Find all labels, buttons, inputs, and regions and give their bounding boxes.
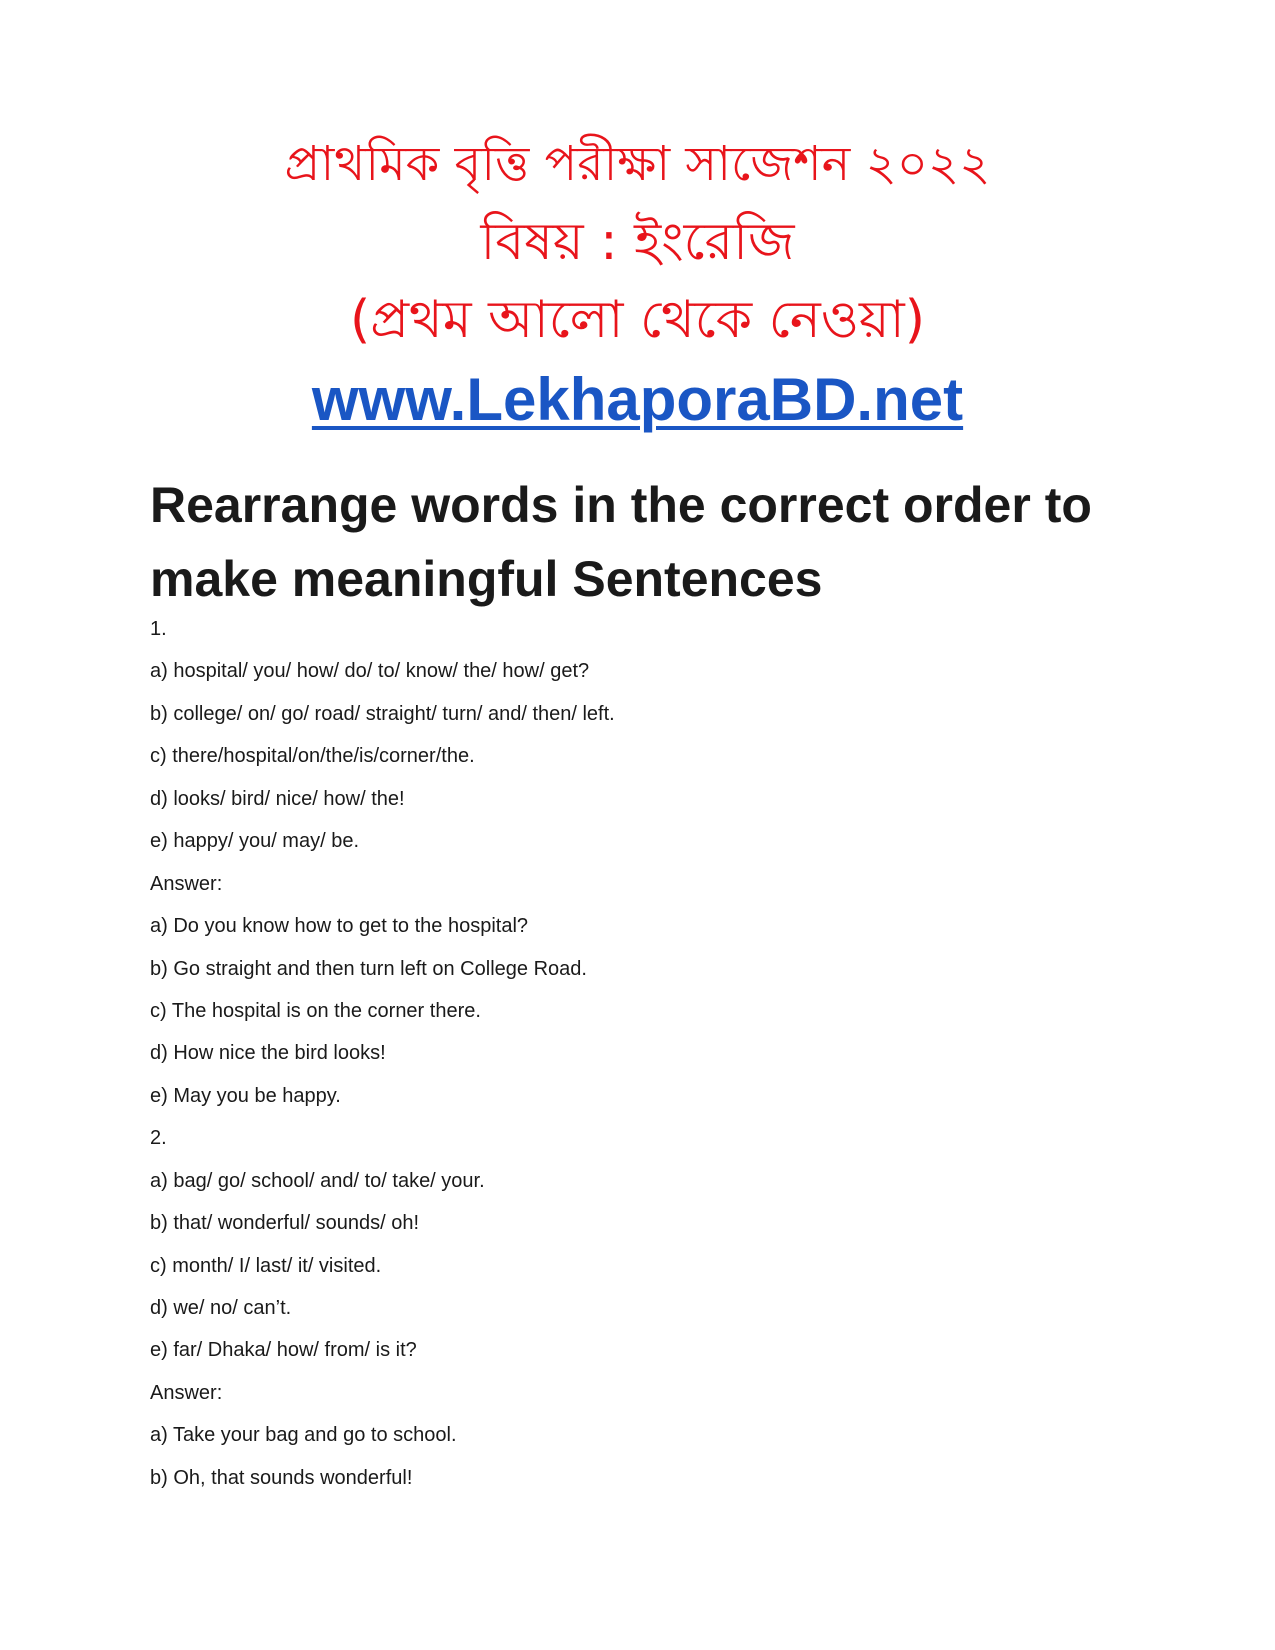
website-link[interactable]: www.LekhaporaBD.net [311, 366, 964, 433]
document-header [0, 136, 1275, 433]
question-set-number: 2. [150, 1127, 167, 1150]
question-item: d) looks/ bird/ nice/ how/ the! [150, 787, 405, 810]
question-item: b) college/ on/ go/ road/ straight/ turn/ and/ then/ left. [150, 702, 615, 725]
answer-item: b) Go straight and then turn left on College Road. [150, 957, 587, 980]
section-heading: Rearrange words in the correct order to make meaningful Sentences [150, 477, 1092, 607]
answer-item: c) The hospital is on the corner there. [150, 999, 481, 1022]
subject-line: বিষয় : ইংরেজি [480, 212, 795, 272]
source-line: (প্রথম আলো থেকে নেওয়া) [349, 290, 926, 350]
answer-item: d) How nice the bird looks! [150, 1042, 386, 1065]
question-item: e) happy/ you/ may/ be. [150, 830, 360, 853]
answer-item: a) Do you know how to get to the hospital? [150, 915, 529, 938]
question-item: b) that/ wonderful/ sounds/ oh! [150, 1212, 420, 1235]
question-item: a) bag/ go/ school/ and/ to/ take/ your. [150, 1169, 485, 1192]
answer-label: Answer: [150, 872, 223, 895]
question-item: c) there/hospital/on/the/is/corner/the. [150, 745, 475, 768]
question-item: d) we/ no/ can’t. [150, 1297, 292, 1319]
exercise-content [150, 615, 1150, 1506]
page-title: প্রাথমিক বৃত্তি পরীক্ষা সাজেশন ২০২২ [284, 136, 991, 192]
answer-item: a) Take your bag and go to school. [150, 1424, 457, 1447]
answer-item: e) May you be happy. [150, 1084, 341, 1107]
question-item: c) month/ I/ last/ it/ visited. [150, 1254, 382, 1277]
question-item: e) far/ Dhaka/ how/ from/ is it? [150, 1339, 417, 1362]
answer-item: b) Oh, that sounds wonderful! [150, 1466, 413, 1489]
answer-label: Answer: [150, 1381, 223, 1404]
question-set-number: 1. [150, 618, 167, 640]
question-item: a) hospital/ you/ how/ do/ to/ know/ the/ how/ get? [150, 660, 590, 683]
